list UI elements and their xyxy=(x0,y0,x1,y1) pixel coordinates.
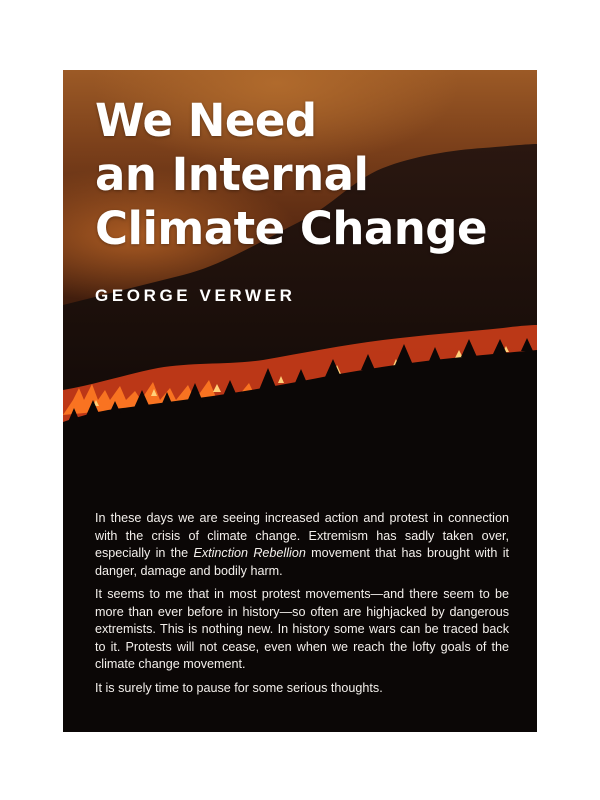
paragraph-2: It seems to me that in most protest movements—and there seem to be more than ever before in history—so often are highjacked by dangerous extremists. This is nothing new. In history some wars can be traced back to it. Protests will not cease, even when we reach the lofty goals of the climate change movement. xyxy=(95,587,509,671)
article-cover xyxy=(63,70,537,732)
article-body xyxy=(95,510,509,703)
title-line-3: Climate Change xyxy=(95,202,488,255)
paragraph-1-text-start: In these days we are seeing increased action and protest in connection with the crisis of climate change. Extremism has sadly taken over, especially in the xyxy=(95,511,509,560)
author-name: GEORGE VERWER xyxy=(95,286,296,305)
paragraph-3: It is surely time to pause for some serious thoughts. xyxy=(95,680,383,695)
paragraph-1 xyxy=(95,510,509,580)
article-title xyxy=(95,94,487,256)
title-line-1: We Need xyxy=(95,94,317,147)
paragraph-1-emphasis: Extinction Rebellion xyxy=(193,546,306,560)
title-line-2: an Internal xyxy=(95,148,369,201)
paragraph-1-text-end: movement that has brought with it danger, damage and bodily harm. xyxy=(95,546,509,578)
